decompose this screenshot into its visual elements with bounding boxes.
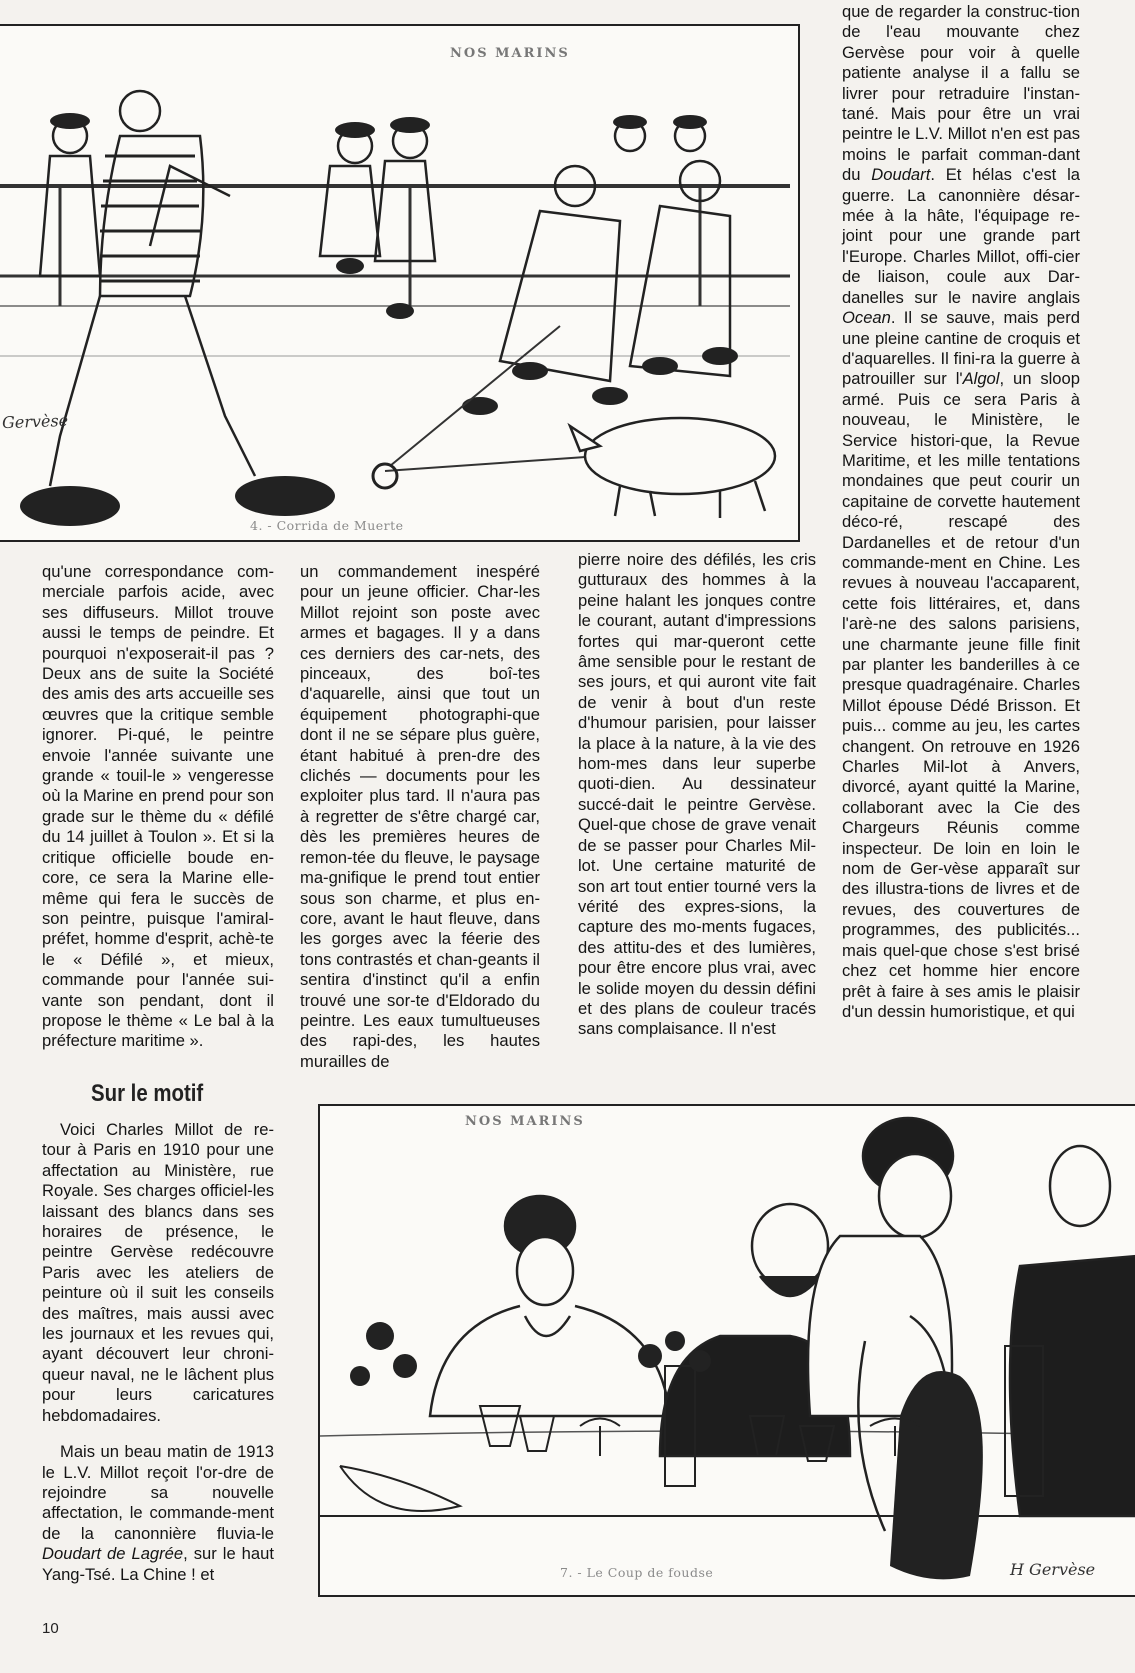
- corrida-drawing: [0, 26, 798, 540]
- paragraph-segment: Mais un beau matin de 1913 le L.V. Millot reçoit l'or-dre de rejoindre sa nouvelle affectation, le commande-ment de la canonnière fluvia-le: [42, 1442, 274, 1543]
- paragraph-motif-2: [42, 1442, 274, 1585]
- emphasis-doudart: Doudart: [871, 165, 931, 185]
- text-column-right-top: [842, 2, 1080, 1022]
- emphasis-algol: Algol: [962, 369, 1000, 389]
- illustration-coup-de-foudre: [318, 1104, 1135, 1597]
- paragraph-col3: pierre noire des défilés, les cris gutturaux des hommes à la peine halant les jonques contre le courant, autant d'impressions fortes qui mar-queront cette âme sensible pour le restant de ses jours, et qui auront vite fait de venir à bout d'un reste d'humour parisien, pour laisser la place à la nature, à la vie des hom-mes dans leur superbe quoti-dien. Au dessinateur succé-dait le peintre Gervèse. Quel-que chose de grave venait de se passer pour Charles Mil-lot. Une certaine maturité de son art tout entier tourné vers la vérité des expres-sions, la capture des mo-ments fugaces, des attitu-des et des lumières, pour être encore plus vrai, avec le solide moyen du dessin défini et des plans de couleur tracés sans complaisance. Il n'est: [578, 550, 816, 1039]
- bottom-illustration-banner: NOS MARINS: [465, 1114, 585, 1129]
- paragraph-segment: . Et hélas c'est la guerre. La canonnière désar-mée à la hâte, l'équipage re-joint pour une grande part l'Europe. Charles Millot, offi-cier de liaison, coule aux Dar-danelles sur le navire anglais: [842, 165, 1080, 307]
- paragraph-segment: . Il se sauve, mais perd une pleine cantine de croquis et d'aquarelles. Il fini-ra la guerre à patrouiller sur l': [842, 308, 1080, 389]
- paragraph-col2: un commandement inespéré pour un jeune officier. Char-les Millot rejoint son poste avec armes et bagages. Il y a dans ces derniers des car-nets, des pinceaux, des boî-tes d'aquarelle, ainsi que tout un équipement photographi-que dont il ne se sépare plus guère, étant habitué à pren-dre des clichés — documents pour les exploiter plus tard. Il n'aura pas à regretter de s'être chargé car, dès les premières heures de remon-tée du fleuve, le paysage ma-gnifique le prend tout entier sous son charme, et plus en-core, avant le haut fleuve, dans les gorges avec la féerie des tons contrastés et chan-geants il sentira d'instinct qu'il a enfin trouvé une sor-te d'Eldorado du peintre. Les eaux tumultueuses des rapi-des, les hautes murailles de: [300, 562, 540, 1071]
- text-column-3: [578, 550, 816, 1040]
- top-illustration-signature: Gervèse: [1, 410, 69, 433]
- text-column-1-motif: [42, 1120, 274, 1585]
- coup-de-foudre-drawing: [320, 1106, 1135, 1595]
- bottom-illustration-caption: 7. - Le Coup de foudse: [560, 1565, 714, 1580]
- section-heading-sur-le-motif: Sur le motif: [91, 1080, 204, 1107]
- paragraph-segment: que de regarder la construc-tion de l'eau mouvante chez Gervèse pour voir à quelle patiente analyse il a fallu se livrer pour retraduire l'instan-tané. Mais pour être un vrai peintre le L.V. Millot n'en est pas moins le parfait comman-dant du: [842, 2, 1080, 185]
- text-column-1: [42, 562, 274, 1052]
- illustration-corrida-de-muerte: [0, 24, 800, 542]
- top-illustration-banner: NOS MARINS: [450, 46, 570, 61]
- bottom-illustration-signature: H Gervèse: [1010, 1560, 1096, 1579]
- emphasis-doudart-de-lagree: Doudart de Lagrée: [42, 1544, 184, 1564]
- top-illustration-caption: 4. - Corrida de Muerte: [250, 518, 404, 533]
- paragraph-segment: , un sloop armé. Puis ce sera Paris à nouveau, le Ministère, le Service histori-que, la Revue Maritime, et les mille tentations mondaines que peut courir un capitaine de corvette hautement déco-ré, rescapé des Dardanelles et de retour d'un commande-ment en Chine. Les revues à nouveau l'accaparent, cette fois littéraires, et, dans l'arè-ne des salons parisiens, une charmante jeune fille finit par planter les banderilles à ce presque quadragénaire. Charles Millot épouse Dédé Brisson. Et puis... comme au jeu, les cartes changent. On retrouve en 1926 Charles Mil-lot à Anvers, divorcé, ayant quitté la Marine, collaborant avec la Cie des Chargeurs Réunis comme inspecteur. De loin en loin le nom de Ger-vèse apparaît sur des illustra-tions de livres et de revues, des couvertures de programmes, des publicités... mais quel-que chose s'est brisé chez cet homme hier encore prêt à faire à ses amis le plaisir d'un dessin humoristique, et qui: [842, 369, 1081, 1021]
- paragraph-motif-1: Voici Charles Millot de re-tour à Paris en 1910 pour une affectation au Ministère, rue Royale. Ses charges officiel-les laissant des blancs dans ses horaires de présence, le peintre Gervèse redécouvre Paris avec les ateliers de peinture où il suit les conseils des maîtres, mais aussi avec les journaux et les revues qui, ayant découvert leur chroni-queur naval, ne le lâchent plus pour leurs caricatures hebdomadaires.: [42, 1120, 274, 1425]
- page-number: 10: [42, 1620, 59, 1637]
- paragraph-segment: , sur le haut Yang-Tsé. La Chine ! et: [42, 1544, 274, 1584]
- text-column-2: [300, 562, 540, 1072]
- emphasis-ocean: Ocean: [842, 308, 891, 328]
- paragraph-col1: qu'une correspondance com-merciale parfois acide, avec ses diffuseurs. Millot trouve aussi le temps de peindre. Et pourquoi n'exposerait-il pas ? Deux ans de suite la Société des amis des arts accueille ses œuvres que la critique semble ignorer. Pi-qué, le peintre envoie l'année suivante une grande « touil-le » vengeresse où la Marine en prend pour son grade sur le thème du « défilé du 14 juillet à Toulon ». Et si la critique officielle boude en-core, ce sera la Marine elle-même qui fera le succès de son peintre, puisque l'amiral-préfet, homme d'esprit, achè-te le « Défilé », et mieux, commande pour l'année sui-vante son pendant, dont il propose le thème « Le bal à la préfecture maritime ».: [42, 562, 274, 1051]
